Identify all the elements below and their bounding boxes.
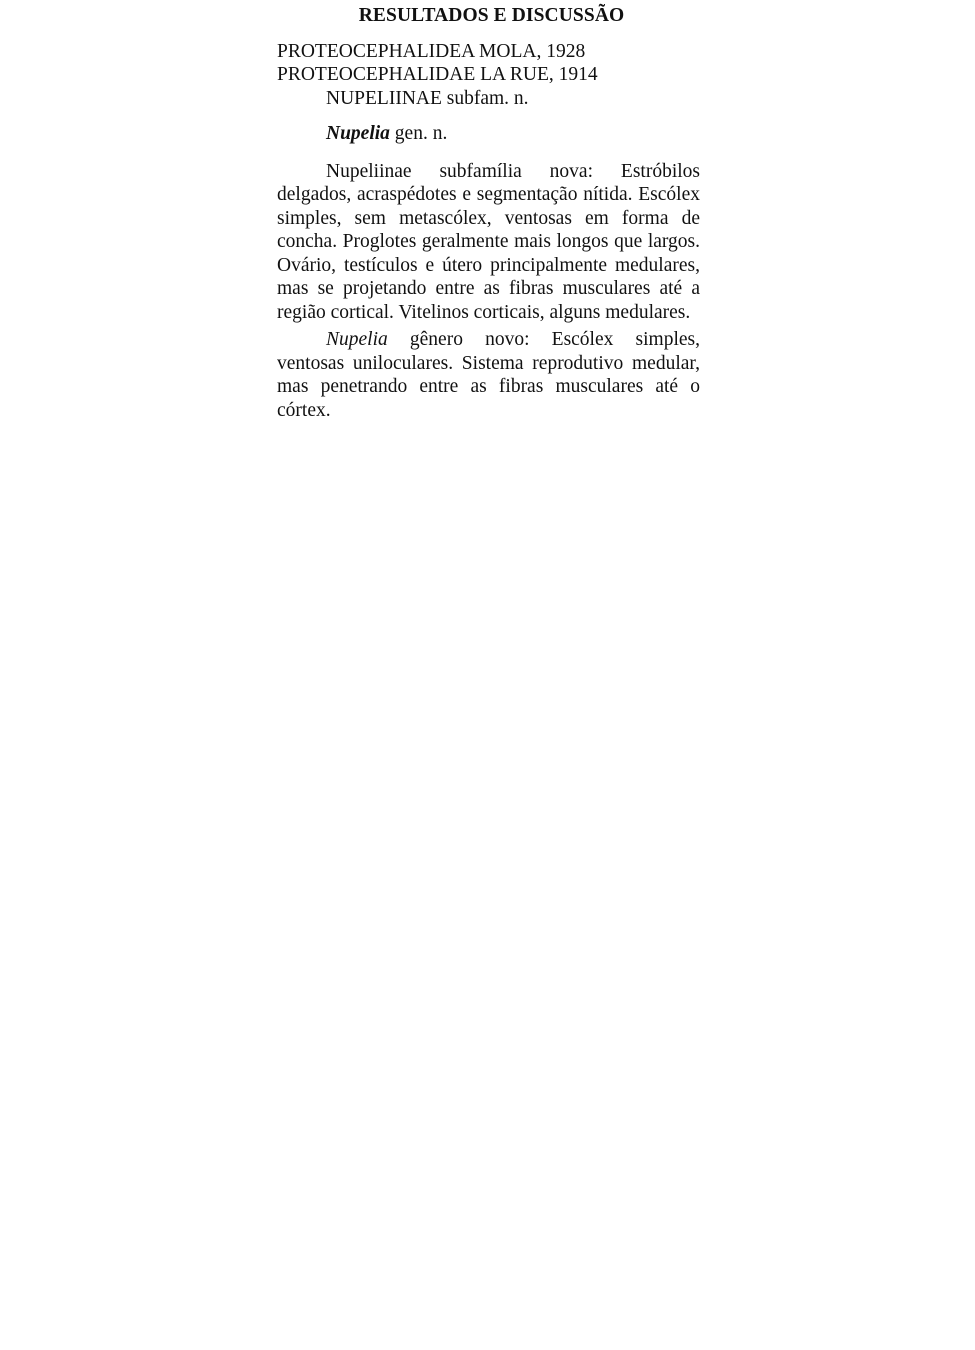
genus-term: Nupelia [326, 329, 388, 350]
order-heading: PROTEOCEPHALIDEA MOLA, 1928 [277, 40, 586, 62]
genus-suffix: gen. n. [389, 123, 448, 144]
section-title: RESULTADOS E DISCUSSÃO [358, 5, 625, 26]
subfamily-heading: NUPELIINAE subfam. n. [326, 87, 529, 109]
genus-description-text: gênero novo: Escólex simples, ventosas uniloculares. Sistema reprodutivo medular, mas penetrando entre as fibras musculares até o córtex. [277, 329, 700, 421]
genus-description [277, 328, 700, 422]
family-heading: PROTEOCEPHALIDAE LA RUE, 1914 [277, 64, 598, 85]
genus-heading [277, 122, 700, 146]
genus-name: Nupelia [326, 123, 390, 144]
subfamily-description: Nupeliinae subfamília nova: Estróbilos delgados, acraspédotes e segmentação nítida. Escólex simples, sem metascólex, ventosas em forma de concha. Proglotes geralmente mais longos que largos. Ovário, testículos e útero principalmente medulares, mas se projetando entre as fibras musculares até a região cortical. Vitelinos corticais, alguns medulares. [277, 160, 700, 323]
text-column [277, 4, 700, 426]
